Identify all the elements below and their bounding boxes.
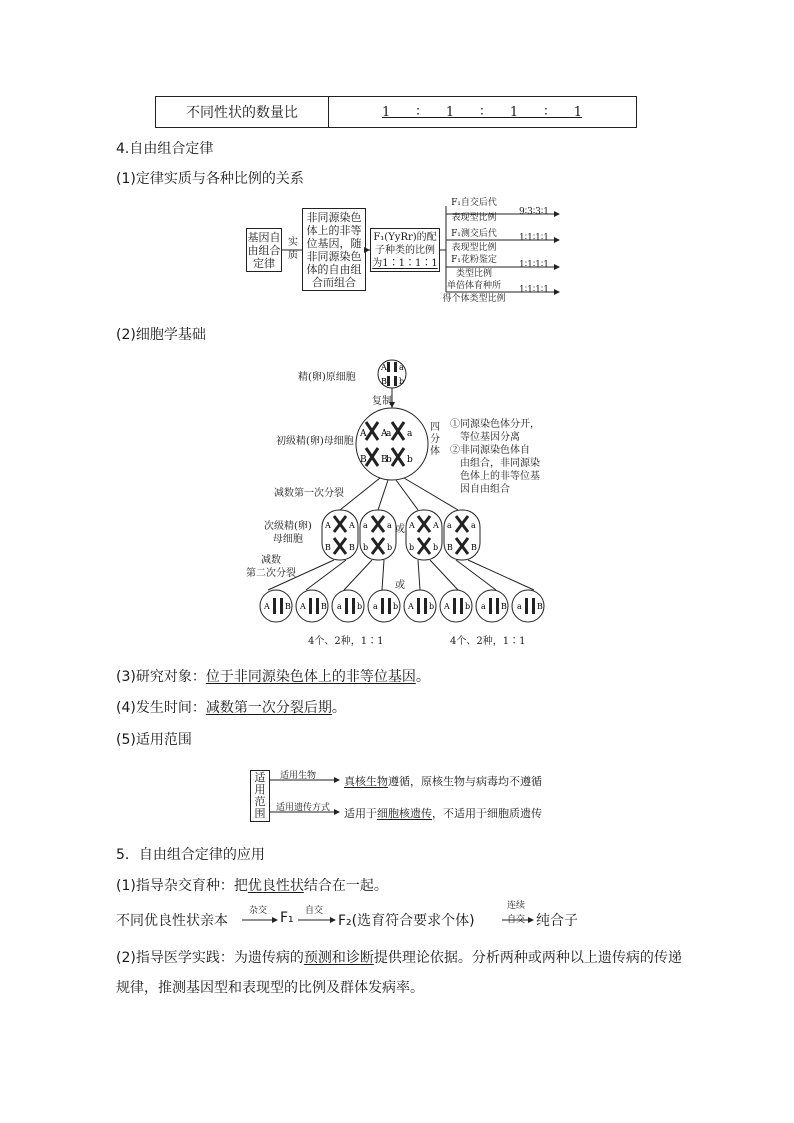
gene-label: b: [357, 602, 363, 611]
gene-label: b: [465, 602, 471, 611]
gamete-box-line: 为1∶1∶1∶1: [372, 258, 438, 269]
gene-label: b: [399, 377, 405, 386]
gene-label: B: [381, 455, 388, 465]
section4-heading: 4.自由组合定律: [116, 141, 214, 157]
section4-sub3: [116, 666, 430, 686]
gene-label: a: [373, 602, 378, 611]
section5-sub1: [116, 875, 388, 895]
table-cell-ratio: [328, 97, 636, 127]
gene-label: A: [409, 521, 415, 530]
gene-label: b: [407, 455, 413, 465]
branch-ratio: 1∶1∶1∶1: [519, 260, 549, 270]
scope-char: 范: [254, 795, 266, 808]
label-tetrad: [430, 422, 442, 458]
branch-label-line: 表现型比例: [451, 243, 497, 253]
sub4-prefix: (4)发生时间：: [116, 700, 206, 716]
branch-ratio: 1∶1∶1∶1: [519, 285, 549, 295]
section5-heading: 5．自由组合定律的应用: [116, 847, 265, 863]
branch-label-line: F₁测交后代: [451, 229, 497, 239]
gene-label: a: [407, 429, 413, 439]
gene-label: b: [363, 543, 369, 552]
label-or: 或: [395, 580, 405, 591]
gene-label: b: [386, 455, 392, 465]
gene-label: a: [387, 521, 392, 530]
note-line: ②非同源染色体自: [450, 445, 530, 456]
chromosome-icon: [394, 376, 397, 386]
branch-label-line: 表现型比例: [451, 213, 497, 223]
scope-char: 适: [254, 771, 266, 784]
gamete-box-line: 子种类的比例: [375, 245, 435, 256]
s5-sub2-rest: 提供理论依据。分析两种或两种以上遗传病的传递: [373, 950, 682, 966]
note-line: 色体上的非等位基: [460, 471, 540, 482]
flow-f1: F₁: [280, 910, 294, 926]
gene-label: A: [381, 429, 388, 439]
arrow1-label: 适用生物: [280, 771, 317, 781]
tetrad-char: 体: [430, 446, 440, 457]
sub4-value: 减数第一次分裂后期: [205, 700, 332, 716]
gene-label: b: [433, 543, 439, 552]
scope-line2-a: 适用于: [344, 807, 377, 820]
section5-sub2-line2: 规律，推测基因型和表现型的比例及群体发病率。: [116, 980, 424, 996]
label-secondary: [264, 520, 312, 546]
scope-char: 用: [254, 783, 266, 796]
essence-label-char: 实: [288, 237, 298, 248]
label-copy: 复制: [372, 396, 392, 407]
gene-label: A: [433, 521, 439, 530]
sub3-prefix: (3)研究对象：: [116, 669, 206, 685]
branch-label-self-cross: [446, 198, 502, 224]
meiosis2-line: 减数: [261, 555, 281, 566]
section4-sub4: [116, 697, 346, 717]
result-left: 4个、2种，1∶1: [308, 636, 384, 647]
sub3-end: 。: [415, 669, 430, 685]
chromosome-icon: [387, 376, 390, 386]
essence-box-line: 体的自由组: [306, 263, 362, 276]
label-primary: 初级精(卵)母细胞: [276, 436, 354, 447]
scope-line1-u: 真核生物: [344, 775, 388, 788]
gene-label: B: [285, 602, 291, 611]
gene-label: a: [447, 521, 452, 530]
table-cell-label: 不同性状的数量比: [156, 97, 329, 127]
result-right: 4个、2种，1∶1: [450, 636, 526, 647]
sub3-value: 位于非同源染色体上的非等位基因: [205, 669, 416, 685]
cytology-svg: [240, 350, 560, 650]
tetrad-char: 分: [430, 434, 440, 445]
s5-sub1-prefix: (1)指导杂交育种：把: [116, 878, 248, 894]
gene-label: B: [349, 543, 355, 552]
s5-sub1-end: 结合在一起。: [303, 878, 388, 894]
gene-label: a: [517, 602, 522, 611]
gene-label: A: [360, 429, 367, 439]
flow-end: 纯合子: [536, 913, 578, 929]
gene-label: A: [408, 602, 414, 611]
branch-label-line: 单倍体育种所: [446, 281, 501, 291]
branch-label-test-cross: [446, 229, 502, 254]
gene-label: b: [409, 543, 415, 552]
gene-label: a: [337, 602, 342, 611]
essence-box-line: 体上的非等: [306, 224, 362, 237]
branch-label-haploid: [438, 281, 510, 305]
gene-label: B: [447, 543, 453, 552]
label-primordial: 精(卵)原细胞: [298, 372, 356, 383]
gene-label: A: [381, 363, 387, 372]
law-essence-diagram: [246, 196, 566, 304]
scope-line2-b: ，不适用于细胞质遗传: [432, 807, 542, 820]
scope-line2-u: 细胞核遗传: [377, 807, 432, 820]
note-line: 由组合，非同源染: [460, 458, 540, 469]
tetrad-char: 四: [430, 422, 440, 433]
label-meiosis1: 减数第一次分裂: [274, 488, 344, 499]
s5-sub1-value: 优良性状: [247, 878, 304, 894]
flow-arrow3-line: 自交: [507, 915, 526, 925]
section4-sub2: (2)细胞学基础: [116, 327, 206, 343]
flow-arrow3-label: [507, 901, 525, 925]
essence-box-line: 合而组合: [312, 276, 356, 289]
branch-label-line: F₁花粉鉴定: [451, 255, 497, 265]
scope-line1-rest: 遵循，原核生物与病毒均不遵循: [388, 775, 542, 788]
meiosis2-line: 第二次分裂: [246, 568, 296, 579]
gene-label: A: [325, 521, 331, 530]
flow-arrow2-label: 自交: [305, 906, 324, 916]
gene-label: B: [381, 377, 387, 386]
branch-label-line: F₁自交后代: [451, 198, 497, 208]
cytology-diagram: [240, 350, 560, 650]
chromosome-icon: [394, 362, 397, 372]
law-box-line: 由组合: [247, 244, 281, 257]
law-box-line: 基因自: [247, 231, 281, 244]
branch-label-line: 得个体类型比例: [442, 294, 506, 304]
scope-diagram: [250, 766, 550, 822]
section4-sub5: (5)适用范围: [116, 732, 192, 748]
gene-label: A: [349, 521, 355, 530]
ratio-table-row: [155, 96, 637, 128]
branch-label-pollen: [446, 255, 502, 280]
secondary-line: 母细胞: [272, 534, 303, 545]
label-or: 或: [395, 524, 405, 535]
scope-line1: [344, 773, 542, 789]
gene-label: b: [393, 602, 399, 611]
gene-label: B: [360, 455, 367, 465]
gene-label: B: [501, 602, 507, 611]
gene-label: b: [387, 543, 393, 552]
gene-label: B: [471, 543, 477, 552]
section5-sub2: [116, 947, 682, 967]
essence-label-char: 质: [288, 250, 298, 261]
branch-ratio: 9∶3∶3∶1: [519, 207, 549, 217]
essence-box-line: 非同源染色: [306, 250, 362, 263]
section4-sub1: (1)定律实质与各种比例的关系: [116, 171, 304, 187]
chromosome-icon: [387, 362, 390, 372]
breeding-flow: [116, 901, 636, 934]
gene-label: a: [399, 363, 404, 372]
gene-label: A: [264, 602, 270, 611]
scope-char: 围: [254, 807, 266, 820]
essence-box-line: 非同源染色: [306, 211, 362, 224]
scope-line2: [344, 805, 542, 821]
note-line: ①同源染色体分开，: [450, 419, 540, 430]
branch-label-line: 类型比例: [455, 269, 492, 279]
gene-label: a: [363, 521, 368, 530]
meiosis-notes: [450, 418, 540, 496]
gene-label: a: [471, 521, 476, 530]
gene-label: a: [481, 602, 486, 611]
flow-start: 不同优良性状亲本: [116, 913, 228, 929]
gene-label: A: [444, 602, 450, 611]
sub4-end: 。: [331, 700, 346, 716]
s5-sub2-value: 预测和诊断: [303, 950, 374, 966]
gene-label: B: [321, 602, 327, 611]
law-box-line: 定律: [253, 257, 275, 270]
arrow2-label: 适用遗传方式: [276, 803, 331, 813]
flow-arrow3-line: 连续: [507, 901, 526, 911]
note-line: 等位基因分离: [460, 432, 520, 443]
ratio-value: 1 ∶ 1 ∶ 1 ∶ 1: [381, 104, 583, 120]
flow-arrow1-label: 杂交: [249, 906, 268, 916]
gamete-box-line: F₁(YyRr)的配: [373, 232, 437, 243]
gene-label: b: [429, 602, 435, 611]
branch-ratio: 1∶1∶1∶1: [519, 233, 549, 243]
secondary-line: 次级精(卵): [264, 521, 312, 532]
gene-label: a: [386, 429, 392, 439]
gene-label: B: [325, 543, 331, 552]
gene-label: A: [300, 602, 306, 611]
note-line: 因自由组合: [460, 484, 510, 495]
flow-f2: F₂(选育符合要求个体): [338, 913, 475, 929]
s5-sub2-prefix: (2)指导医学实践：为遗传病的: [116, 950, 304, 966]
essence-box-line: 位基因，随: [306, 237, 362, 250]
gene-label: B: [537, 602, 543, 611]
label-meiosis2: [246, 554, 296, 580]
